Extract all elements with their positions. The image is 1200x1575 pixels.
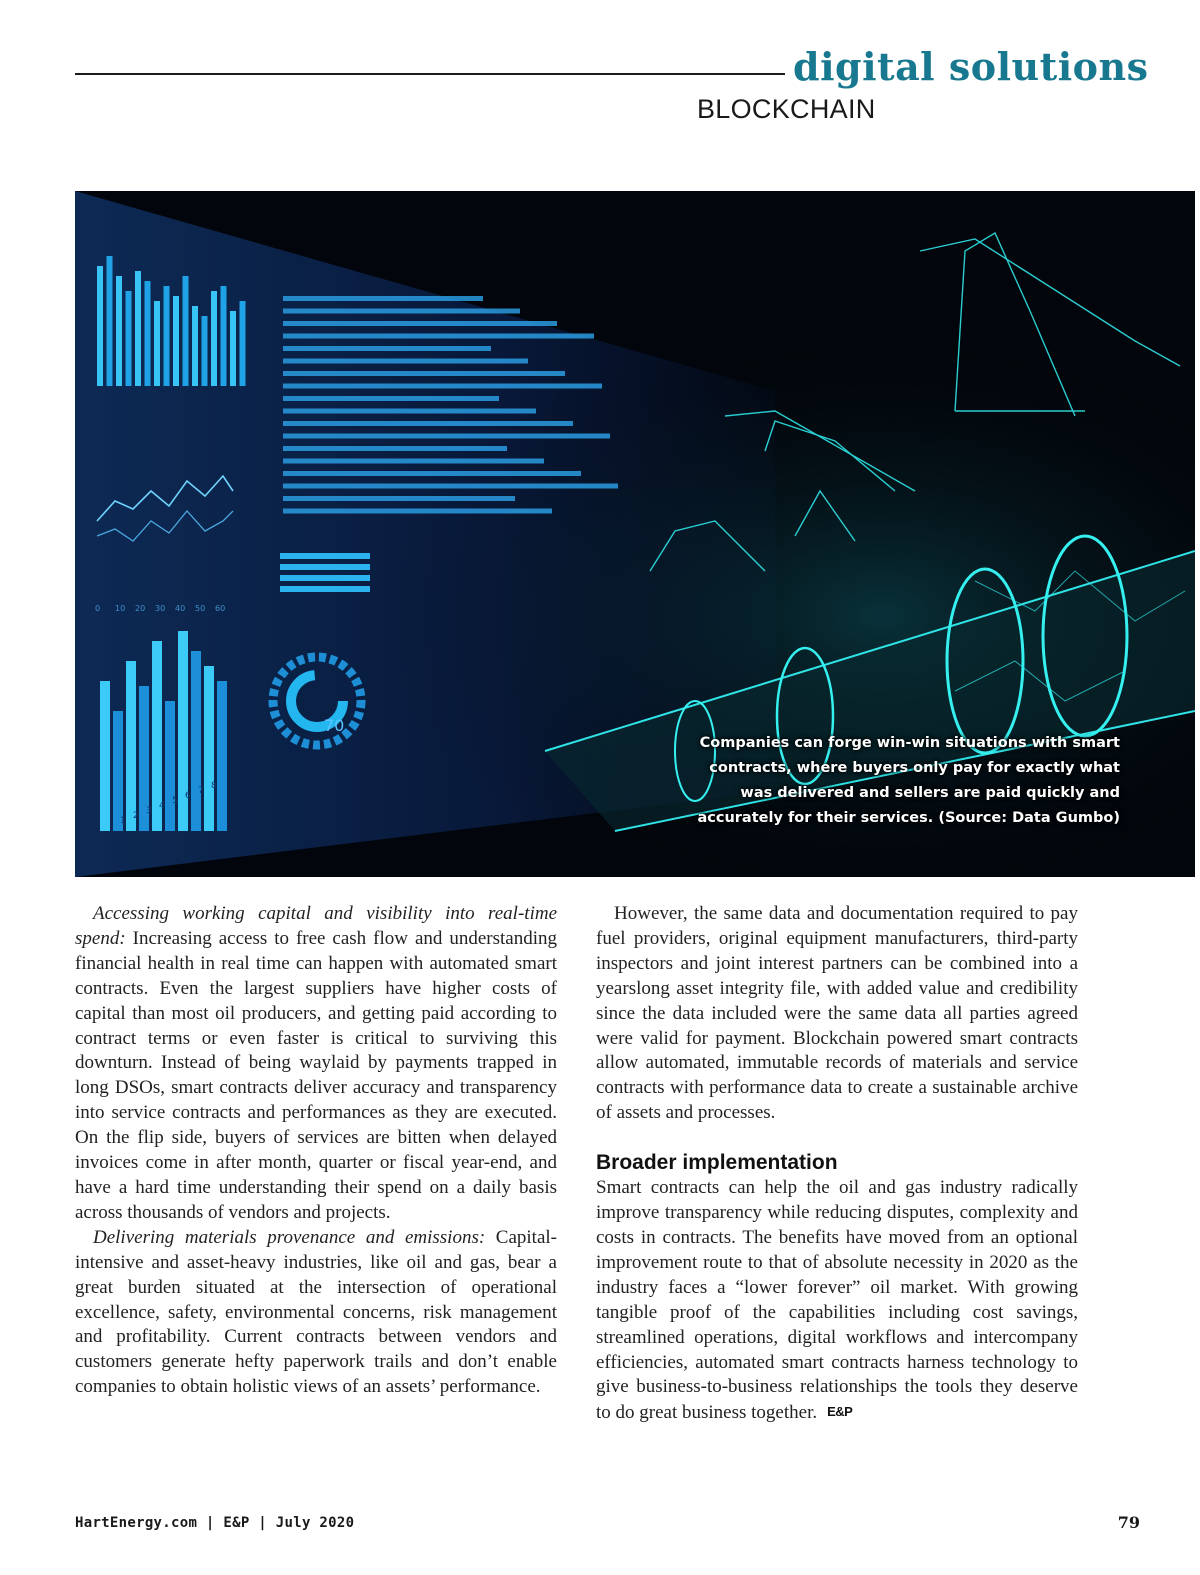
decor-row xyxy=(283,509,552,514)
decor-bar xyxy=(178,631,188,831)
decor-bar xyxy=(230,311,236,386)
axis-tick: 40 xyxy=(175,604,186,613)
axis-tick: 50 xyxy=(195,604,206,613)
feature-photo xyxy=(75,191,1195,877)
decor-bar xyxy=(116,276,122,386)
page-number: 79 xyxy=(1117,1513,1140,1532)
decor-bar xyxy=(126,291,132,386)
decor-bar xyxy=(221,286,227,386)
axis-tick: 30 xyxy=(155,604,166,613)
axis-tick: 20 xyxy=(135,604,146,613)
run-in-lead: Accessing working capital and visibility into real-time spend: xyxy=(75,903,557,949)
decor-row xyxy=(283,334,594,339)
decor-row xyxy=(280,586,370,592)
decor-bar xyxy=(191,651,201,831)
decor-bar xyxy=(113,711,123,831)
decor-bar xyxy=(100,681,110,831)
section-heading: Broader implementation xyxy=(596,1151,838,1175)
paragraph xyxy=(75,902,557,1226)
decor-row xyxy=(283,396,499,401)
footer-credit: HartEnergy.com | E&P | July 2020 xyxy=(75,1515,355,1531)
decor-row xyxy=(280,575,370,581)
decor-row xyxy=(283,496,515,501)
column-right xyxy=(596,902,1078,1426)
paragraph-body: Capital-intensive and asset-heavy industries, like oil and gas, bear a great burden situated at the intersection of operational excellence, safety, environmental concerns, risk management and profitability. Current contracts between vendors and customers generate hefty paperwork trails and don’t enable companies to obtain holistic views of an assets’ performance. xyxy=(75,1226,557,1398)
bar-number: 3 xyxy=(146,806,152,816)
decor-bar xyxy=(165,701,175,831)
gauge-value: 70 xyxy=(324,716,345,735)
decor-row xyxy=(280,564,370,570)
subsection-title: BLOCKCHAIN xyxy=(697,94,876,124)
decor-row xyxy=(283,359,528,364)
decor-bar xyxy=(126,661,136,831)
decor-bar xyxy=(154,301,160,386)
decor-bar xyxy=(183,276,189,386)
decor-bar xyxy=(240,301,246,386)
decor-bar xyxy=(211,291,217,386)
decor-row xyxy=(283,309,520,314)
decor-row xyxy=(283,346,491,351)
decor-row xyxy=(283,384,602,389)
paragraph-body: Smart contracts can help the oil and gas industry radically improve transparency while reducing disputes, complexity and costs in contracts. The benefits have moved from an optional improvement route to that of absolute necessity in 2020 as the industry faces a “lower forever” oil market. With growing tangible proof of the capabilities including cost savings, streamlined operations, digital workflows and intercompany efficiencies, automated smart contracts harness technology to give business-to-business relationships the tools they deserve to do great business together. xyxy=(596,1177,1078,1424)
paragraph-body: Increasing access to free cash flow and understanding financial health in real time can happen with automated smart contracts. Even the largest suppliers have higher costs of capital than most oil producers, and getting paid according to contract terms or even faster is critical to surviving this downturn. Instead of being waylaid by payments trapped in long DSOs, smart contracts deliver accuracy and transparency into service contracts and performances as they are executed. On the flip side, buyers of services are bitten when delayed invoices come in after month, quarter or fiscal year-end, and have a hard time understanding their spend on a daily basis across thousands of vendors and projects. xyxy=(75,927,557,1223)
decor-bar xyxy=(97,266,103,386)
decor-row xyxy=(283,471,581,476)
bar-number: 5 xyxy=(172,796,178,806)
decor-bar xyxy=(202,316,208,386)
decor-bar xyxy=(164,286,170,386)
decor-bar xyxy=(192,306,198,386)
decor-row xyxy=(280,553,370,559)
axis-tick: 0 xyxy=(95,604,101,613)
bar-number: 7 xyxy=(198,786,204,796)
header-rule xyxy=(75,73,785,75)
decor-row xyxy=(283,446,507,451)
decor-bar xyxy=(135,271,141,386)
bar-number: 8 xyxy=(211,781,217,791)
bar-number: 4 xyxy=(159,801,165,811)
run-in-lead: Delivering materials provenance and emissions: xyxy=(93,1226,486,1248)
decor-bar xyxy=(173,296,179,386)
column-left xyxy=(75,902,557,1400)
decor-row xyxy=(283,296,483,301)
decor-row xyxy=(283,409,536,414)
decor-bar xyxy=(145,281,151,386)
decor-row xyxy=(283,459,544,464)
axis-tick: 60 xyxy=(215,604,226,613)
paragraph xyxy=(596,1176,1078,1426)
decor-row xyxy=(283,484,618,489)
end-mark-logo: E&P xyxy=(827,1404,853,1420)
section-title: digital solutions xyxy=(793,44,1149,89)
axis-tick: 10 xyxy=(115,604,126,613)
decor-row xyxy=(283,321,557,326)
paragraph: However, the same data and documentation required to pay fuel providers, original equipment manufacturers, third-party inspectors and joint interest partners can be combined into a yearslong asset integrity file, with added value and credibility since the data included were the same data all parties agreed were valid for payment. Blockchain powered smart contracts allow automated, immutable records of materials and service contracts with performance data to create a sustainable archive of assets and processes. xyxy=(596,903,1078,1124)
photo-caption: Companies can forge win-win situations with smart contracts, where buyers only pay for exactly what was delivered and sellers are paid quickly and accurately for their services. (Source: Data Gumbo) xyxy=(697,735,1120,826)
decor-row xyxy=(283,371,565,376)
decor-bar xyxy=(217,681,227,831)
paragraph xyxy=(75,1226,557,1400)
bar-number: 1 xyxy=(120,816,126,826)
decor-bar xyxy=(204,666,214,831)
bar-number: 2 xyxy=(133,811,139,821)
bar-number: 6 xyxy=(185,791,191,801)
decor-bar xyxy=(107,256,113,386)
decor-row xyxy=(283,421,573,426)
decor-row xyxy=(283,434,610,439)
